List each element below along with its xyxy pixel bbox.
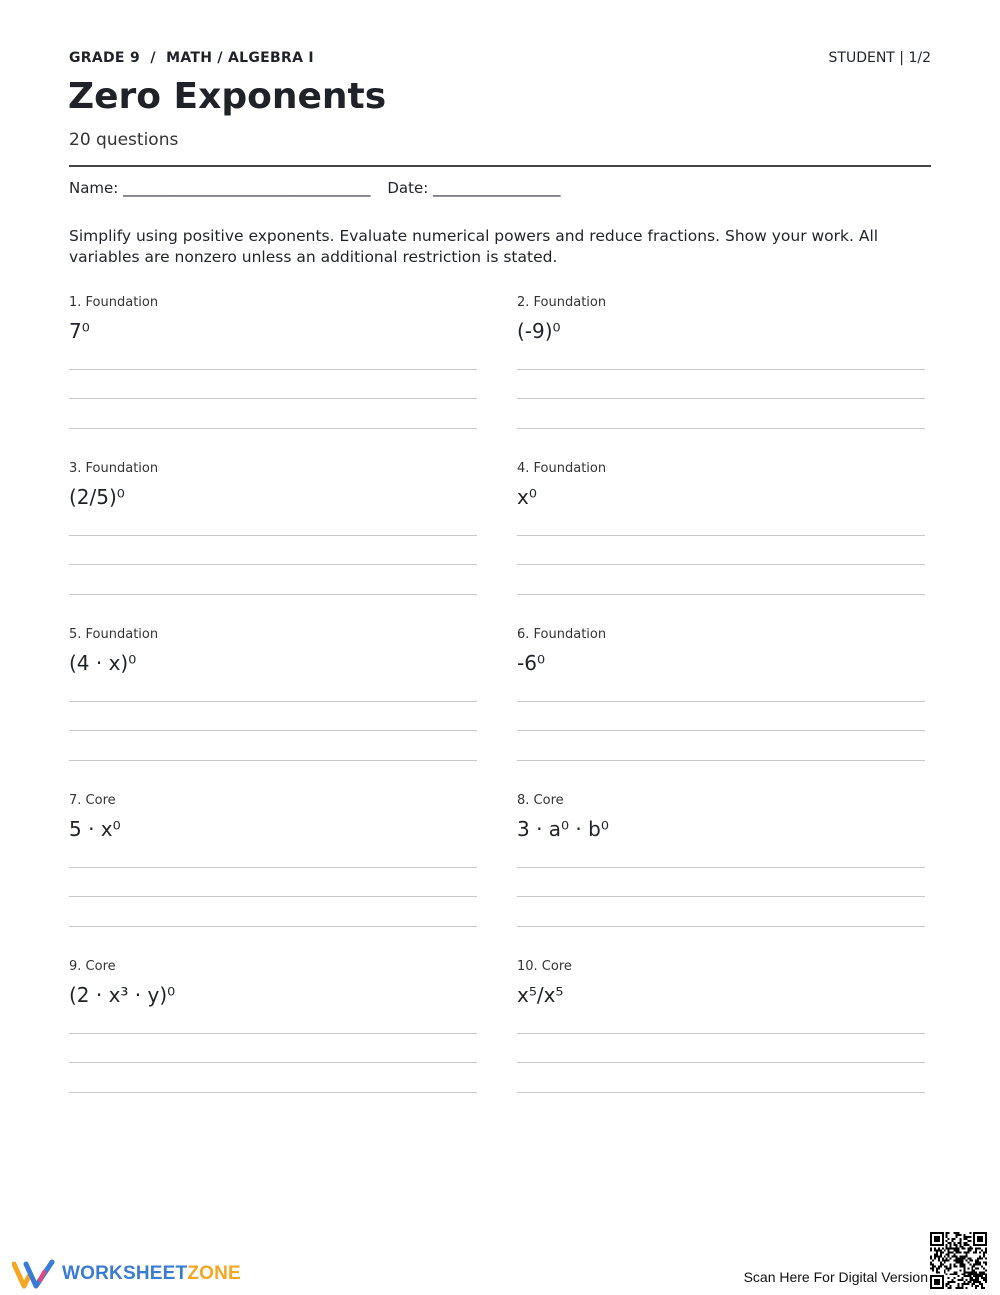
- question-item: [517, 295, 925, 435]
- question-label: 5. Foundation: [69, 627, 159, 642]
- page-title: Zero Exponents: [68, 76, 387, 117]
- question-expression: x⁰: [517, 485, 537, 509]
- question-label: 7. Core: [69, 793, 116, 808]
- name-field[interactable]: Name: _________________________________: [69, 179, 371, 197]
- question-item: [69, 461, 477, 601]
- question-item: [69, 959, 477, 1099]
- answer-line[interactable]: [69, 1092, 477, 1093]
- question-count: 20 questions: [69, 130, 179, 150]
- question-label: 4. Foundation: [517, 461, 607, 476]
- question-label: 3. Foundation: [69, 461, 159, 476]
- answer-line[interactable]: [517, 1033, 925, 1034]
- question-item: [517, 461, 925, 601]
- answer-line[interactable]: [69, 926, 477, 927]
- answer-line[interactable]: [69, 428, 477, 429]
- answer-line[interactable]: [69, 1062, 477, 1063]
- answer-line[interactable]: [517, 760, 925, 761]
- answer-line[interactable]: [517, 398, 925, 399]
- answer-line[interactable]: [69, 1033, 477, 1034]
- date-field[interactable]: Date: _________________: [387, 179, 561, 197]
- header-divider: [69, 165, 931, 167]
- answer-line[interactable]: [517, 428, 925, 429]
- question-item: [517, 793, 925, 933]
- breadcrumb: GRADE 9 / MATH / ALGEBRA I: [69, 50, 314, 66]
- answer-line[interactable]: [517, 896, 925, 897]
- answer-line[interactable]: [69, 896, 477, 897]
- question-expression: (-9)⁰: [517, 319, 561, 343]
- question-item: [69, 627, 477, 767]
- answer-line[interactable]: [69, 535, 477, 536]
- answer-line[interactable]: [517, 1062, 925, 1063]
- name-date-fields: [69, 179, 573, 197]
- question-item: [69, 793, 477, 933]
- question-expression: 3 · a⁰ · b⁰: [517, 817, 609, 841]
- qr-code-icon[interactable]: [930, 1232, 987, 1289]
- answer-line[interactable]: [517, 564, 925, 565]
- question-expression: (2/5)⁰: [69, 485, 125, 509]
- question-expression: -6⁰: [517, 651, 545, 675]
- question-expression: 7⁰: [69, 319, 90, 343]
- question-label: 6. Foundation: [517, 627, 607, 642]
- question-label: 2. Foundation: [517, 295, 607, 310]
- question-item: [517, 627, 925, 767]
- logo-text-zone: ZONE: [187, 1263, 241, 1284]
- page-info: STUDENT | 1/2: [828, 50, 931, 66]
- worksheetzone-logo: [12, 1258, 252, 1290]
- question-expression: (4 · x)⁰: [69, 651, 137, 675]
- question-item: [517, 959, 925, 1099]
- instructions: Simplify using positive exponents. Evaluate numerical powers and reduce fractions. Show your work. All variables are nonzero unless an additional restriction is stated.: [69, 227, 879, 266]
- answer-line[interactable]: [69, 369, 477, 370]
- answer-line[interactable]: [517, 730, 925, 731]
- answer-line[interactable]: [69, 398, 477, 399]
- question-label: 1. Foundation: [69, 295, 159, 310]
- answer-line[interactable]: [517, 701, 925, 702]
- answer-line[interactable]: [69, 564, 477, 565]
- question-expression: (2 · x³ · y)⁰: [69, 983, 176, 1007]
- question-expression: x⁵/x⁵: [517, 983, 564, 1007]
- answer-line[interactable]: [517, 926, 925, 927]
- answer-line[interactable]: [69, 594, 477, 595]
- top-bar: [69, 50, 931, 70]
- question-label: 8. Core: [517, 793, 564, 808]
- answer-line[interactable]: [69, 760, 477, 761]
- answer-line[interactable]: [517, 369, 925, 370]
- answer-line[interactable]: [517, 1092, 925, 1093]
- answer-line[interactable]: [517, 535, 925, 536]
- answer-line[interactable]: [517, 867, 925, 868]
- answer-line[interactable]: [69, 701, 477, 702]
- logo-text: [62, 1263, 241, 1285]
- answer-line[interactable]: [517, 594, 925, 595]
- question-label: 10. Core: [517, 959, 572, 974]
- logo-text-worksheet: WORKSHEET: [62, 1263, 188, 1284]
- answer-line[interactable]: [69, 867, 477, 868]
- question-label: 9. Core: [69, 959, 116, 974]
- question-expression: 5 · x⁰: [69, 817, 121, 841]
- question-item: [69, 295, 477, 435]
- answer-line[interactable]: [69, 730, 477, 731]
- logo-mark-icon: [12, 1258, 56, 1290]
- scan-caption: Scan Here For Digital Version: [743, 1269, 928, 1285]
